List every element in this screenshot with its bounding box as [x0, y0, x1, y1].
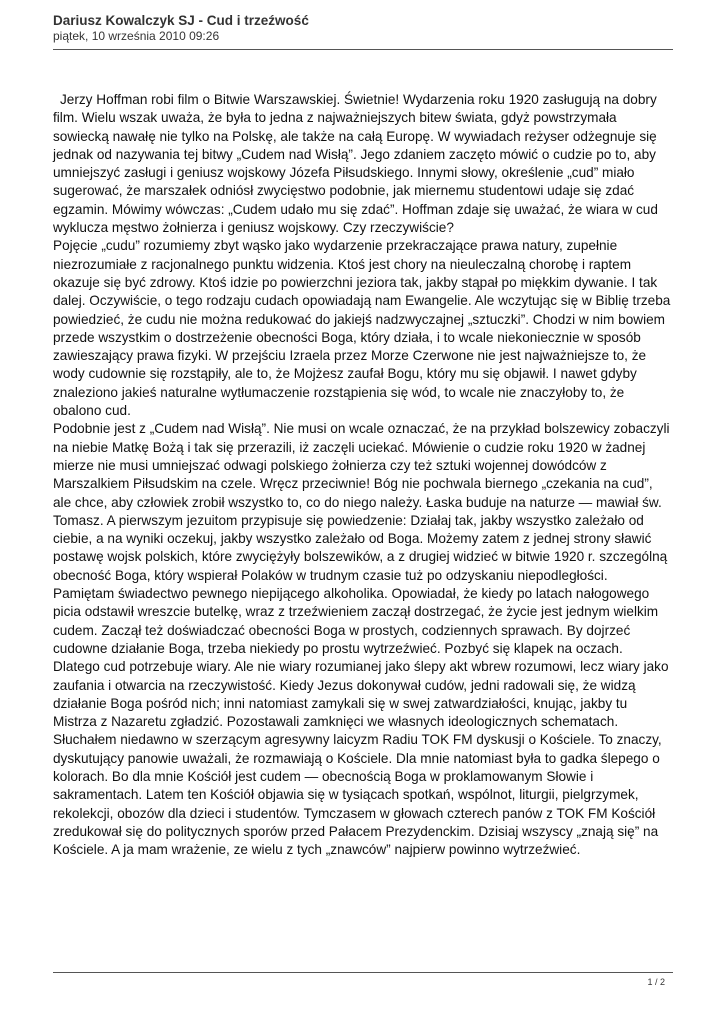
article-date: piątek, 10 września 2010 09:26	[53, 29, 220, 43]
footer-divider	[53, 972, 673, 973]
header-divider	[53, 49, 673, 50]
paragraph-1: Jerzy Hoffman robi film o Bitwie Warszawskiej. Świetnie! Wydarzenia roku 1920 zasługują na dobry film. Wielu wszak uważa, że była to jedna z najważniejszych bitew świata, gdyż powstrzymała sowiecką nawałę nie tylko na Polskę, ale także na całą Europę. W wywiadach reżyser odżegnuje się jednak od nazywania tej bitwy „Cudem nad Wisłą”. Jego zdaniem zaczęto mówić o cudzie po to, aby umniejszyć zasługi i geniusz wojskowy Józefa Piłsudskiego. Innymi słowy, określenie „cud” miało sugerować, że marszałek odniósł zwycięstwo podobnie, jak miernemu studentowi udaje się zdać egzamin. Mówimy wówczas: „Cudem udało mu się zdać”. Hoffman zdaje się uważać, że wiara w cud wyklucza męstwo żołnierza i geniusz wojskowy. Czy rzeczywiście?	[53, 92, 658, 236]
paragraph-5: Słuchałem niedawno w szerzącym agresywny laicyzm Radiu TOK FM dyskusji o Kościele. To znaczy, dyskutujący panowie uważali, że rozmawiają o Kościele. Dla mnie natomiast była to gadka ślepego o kolorach. Bo dla mnie Kościół jest cudem — obecnością Boga w proklamowanym Słowie i sakramentach. Latem ten Kościół objawia się w tysiącach spotkań, wspólnot, liturgii, pielgrzymek, rekolekcji, obozów dla dzieci i studentów. Tymczasem w głowach czterech panów z TOK FM Kościół zredukował się do politycznych sporów przed Pałacem Prezydenckim. Dzisiaj wszyscy „znają się” na Kościele. A ja mam wrażenie, ze wielu z tych „znawców” najpierw powinno wytrzeźwieć.	[53, 732, 662, 858]
page-header	[53, 13, 673, 44]
paragraph-2: Pojęcie „cudu” rozumiemy zbyt wąsko jako wydarzenie przekraczające prawa natury, zupełnie niezrozumiałe z racjonalnego punktu widzenia. Ktoś jest chory na nieuleczalną chorobę i raptem okazuje się być zdrowy. Ktoś idzie po powierzchni jeziora tak, jakby stąpał po miękkim dywanie. I tak dalej. Oczywiście, o tego rodzaju cudach opowiadają nam Ewangelie. Ale wczytując się w Biblię trzeba powiedzieć, że cudu nie można redukować do jakiejś nadzwyczajnej „sztuczki”. Chodzi w nim bowiem przede wszystkim o dostrzeżenie obecności Boga, który działa, i to wcale niekoniecznie w sposób zawieszający prawa fizyki. W przejściu Izraela przez Morze Czerwone nie jest najważniejsze to, że wody cudownie się rozstąpiły, ale to, że Mojżesz zaufał Bogu, który mu się objawił. I nawet gdyby znaleziono jakieś naturalne wytłumaczenie rozstąpienia się wód, to wcale nie znaczyłoby to, że obalono cud.	[53, 238, 671, 419]
paragraph-3: Podobnie jest z „Cudem nad Wisłą”. Nie musi on wcale oznaczać, że na przykład bolszewicy zobaczyli na niebie Matkę Bożą i tak się przerazili, iż zaczęli uciekać. Mówienie o cudzie roku 1920 w żadnej mierze nie musi umniejszać odwagi polskiego żołnierza czy też sztuki wojennej dowódców z Marszalkiem Piłsudskim na czele. Wręcz przeciwnie! Bóg nie pochwala biernego „czekania na cud”, ale chce, aby człowiek zrobił wszystko to, co do niego należy. Łaska buduje na naturze — mawiał św. Tomasz. A pierwszym jezuitom przypisuje się powiedzenie: Działaj tak, jakby wszystko zależało od ciebie, a na wyniki oczekuj, jakby wszystko zależało od Boga. Możemy zatem z jednej strony sławić postawę wojsk polskich, które zwyciężyły bolszewików, a z drugiej widzieć w bitwie 1920 r. szczególną obecność Boga, który wspierał Polaków w trudnym czasie tuż po odzyskaniu niepodległości.	[53, 421, 670, 583]
page-number: 1 / 2	[647, 977, 665, 987]
article-title: Dariusz Kowalczyk SJ - Cud i trzeźwość	[53, 13, 309, 28]
article-body	[53, 91, 673, 859]
paragraph-4: Pamiętam świadectwo pewnego niepijącego alkoholika. Opowiadał, że kiedy po latach nałogowego picia odstawił wreszcie butelkę, wraz z trzeźwieniem zaczął dostrzegać, że życie jest jednym wielkim cudem. Zaczął też doświadczać obecności Boga w prostych, codziennych sprawach. By dojrzeć cudowne działanie Boga, trzeba niekiedy po prostu wytrzeźwieć. Pozbyć się klapek na oczach. Dlatego cud potrzebuje wiary. Ale nie wiary rozumianej jako ślepy akt wbrew rozumowi, lecz wiary jako zaufania i otwarcia na rzeczywistość. Kiedy Jezus dokonywał cudów, jedni radowali się, że widzą działanie Boga pośród nich; inni natomiast zamykali się w swej zatwardziałości, knując, jakby tu Mistrza z Nazaretu zgładzić. Pozostawali zamknięci we własnych ideologicznych schematach.	[53, 586, 669, 730]
